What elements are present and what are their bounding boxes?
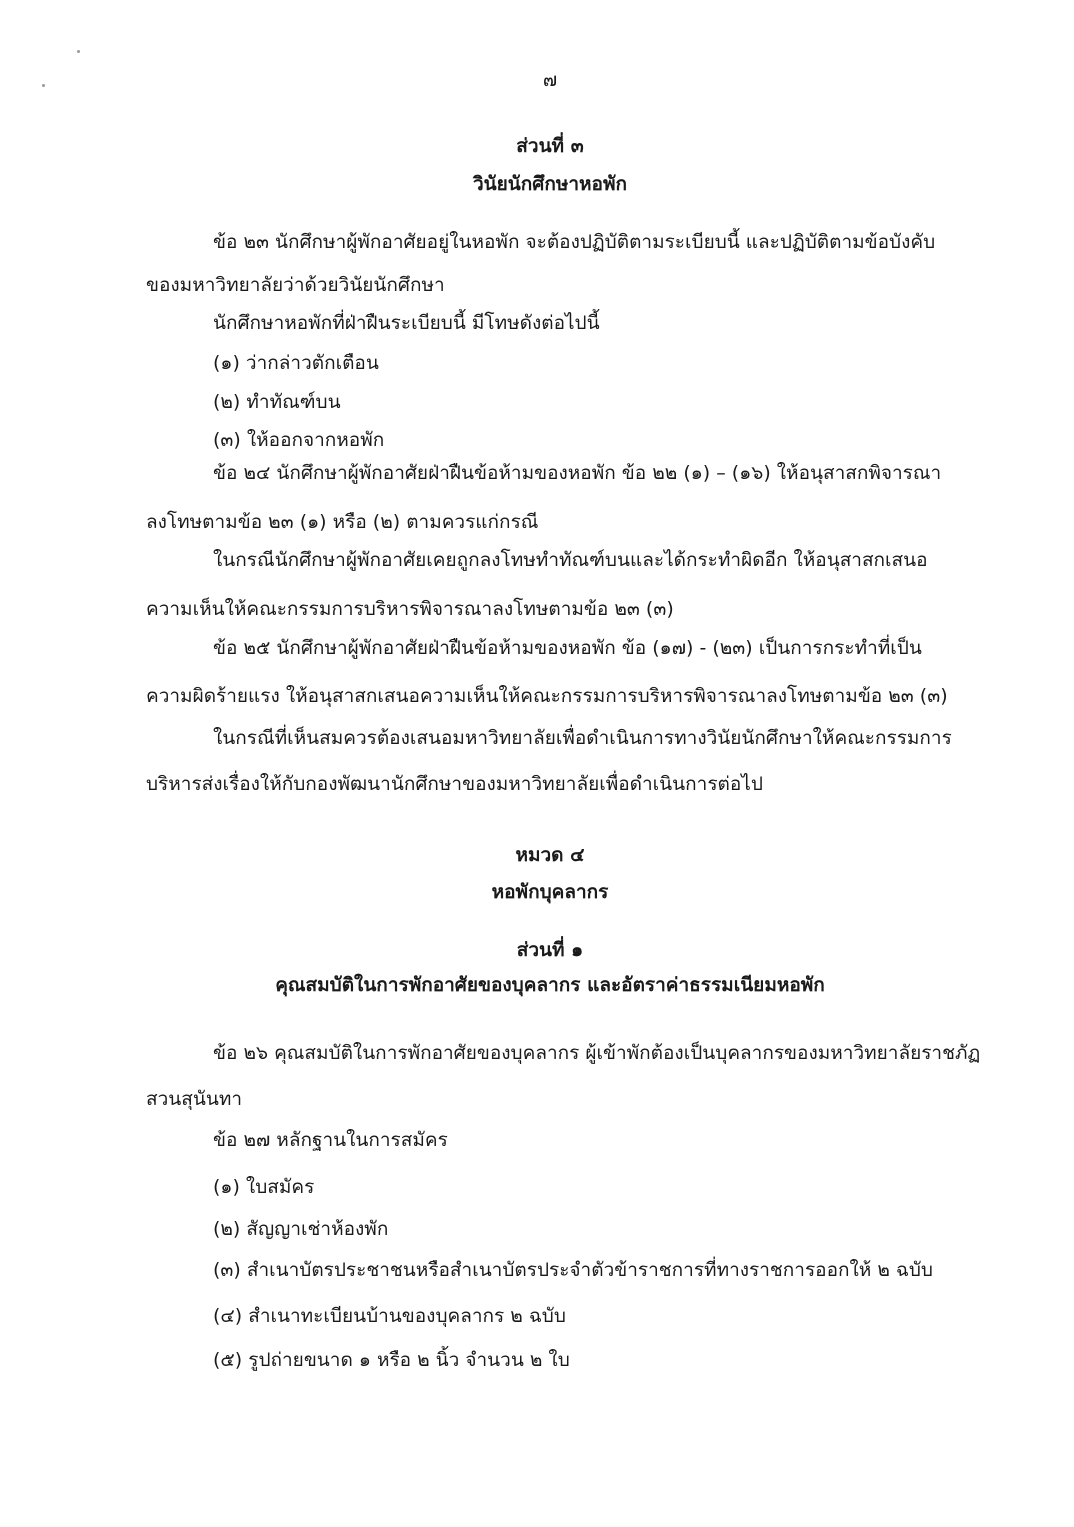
clause-26-line-1: ข้อ ๒๖ คุณสมบัติในการพักอาศัยของบุคลากร ผู้เข้าพักต้องเป็นบุคลากรของมหาวิทยาลัยราชภัฏ — [213, 1042, 981, 1064]
penalty-item-2: (๒) ทำทัณฑ์บน — [213, 391, 341, 413]
clause-25-para-2-line-2: บริหารส่งเรื่องให้กับกองพัฒนานักศึกษาของมหาวิทยาลัยเพื่อดำเนินการต่อไป — [146, 773, 763, 795]
clause-25-para-2-line-1: ในกรณีที่เห็นสมควรต้องเสนอมหาวิทยาลัยเพื่อดำเนินการทางวินัยนักศึกษาให้คณะกรรมการ — [213, 727, 952, 749]
document-item-1: (๑) ใบสมัคร — [213, 1176, 315, 1198]
section-title: วินัยนักศึกษาหอพัก — [472, 173, 627, 195]
clause-26-line-2: สวนสุนันทา — [146, 1088, 243, 1110]
penalty-item-3: (๓) ให้ออกจากหอพัก — [213, 429, 385, 451]
document-item-2: (๒) สัญญาเช่าห้องพัก — [213, 1218, 389, 1240]
clause-24-para-2-line-1: ในกรณีนักศึกษาผู้พักอาศัยเคยถูกลงโทษทำทัณฑ์บนและได้กระทำผิดอีก ให้อนุสาสกเสนอ — [213, 549, 928, 571]
penalty-intro: นักศึกษาหอพักที่ฝ่าฝืนระเบียบนี้ มีโทษดังต่อไปนี้ — [213, 312, 600, 334]
chapter-title: หอพักบุคลากร — [491, 881, 609, 903]
section-title: คุณสมบัติในการพักอาศัยของบุคลากร และอัตราค่าธรรมเนียมหอพัก — [275, 974, 825, 996]
clause-23-line-2: ของมหาวิทยาลัยว่าด้วยวินัยนักศึกษา — [146, 274, 445, 296]
document-item-3: (๓) สำเนาบัตรประชาชนหรือสำเนาบัตรประจำตัวข้าราชการที่ทางราชการออกให้ ๒ ฉบับ — [213, 1259, 933, 1281]
penalty-item-1: (๑) ว่ากล่าวตักเตือน — [213, 352, 379, 374]
clause-24-line-2: ลงโทษตามข้อ ๒๓ (๑) หรือ (๒) ตามควรแก่กรณี — [146, 511, 539, 533]
document-item-5: (๕) รูปถ่ายขนาด ๑ หรือ ๒ นิ้ว จำนวน ๒ ใบ — [213, 1349, 570, 1371]
clause-25-line-2: ความผิดร้ายแรง ให้อนุสาสกเสนอความเห็นให้คณะกรรมการบริหารพิจารณาลงโทษตามข้อ ๒๓ (๓) — [146, 685, 948, 707]
clause-27-heading: ข้อ ๒๗ หลักฐานในการสมัคร — [213, 1129, 448, 1151]
chapter-heading: หมวด ๔ — [515, 844, 585, 866]
scan-speck — [77, 50, 80, 53]
clause-23-line-1: ข้อ ๒๓ นักศึกษาผู้พักอาศัยอยู่ในหอพัก จะต้องปฏิบัติตามระเบียบนี้ และปฏิบัติตามข้อบังคับ — [213, 231, 936, 253]
section-heading: ส่วนที่ ๓ — [516, 135, 584, 157]
page-number: ๗ — [542, 69, 558, 91]
clause-24-para-2-line-2: ความเห็นให้คณะกรรมการบริหารพิจารณาลงโทษตามข้อ ๒๓ (๓) — [146, 598, 674, 620]
clause-24-line-1: ข้อ ๒๔ นักศึกษาผู้พักอาศัยฝ่าฝืนข้อห้ามของหอพัก ข้อ ๒๒ (๑) – (๑๖) ให้อนุสาสกพิจารณา — [213, 462, 942, 484]
section-heading: ส่วนที่ ๑ — [516, 939, 584, 961]
clause-25-line-1: ข้อ ๒๕ นักศึกษาผู้พักอาศัยฝ่าฝืนข้อห้ามของหอพัก ข้อ (๑๗) - (๒๓) เป็นการกระทำที่เป็น — [213, 637, 922, 659]
document-item-4: (๔) สำเนาทะเบียนบ้านของบุคลากร ๒ ฉบับ — [213, 1305, 566, 1327]
